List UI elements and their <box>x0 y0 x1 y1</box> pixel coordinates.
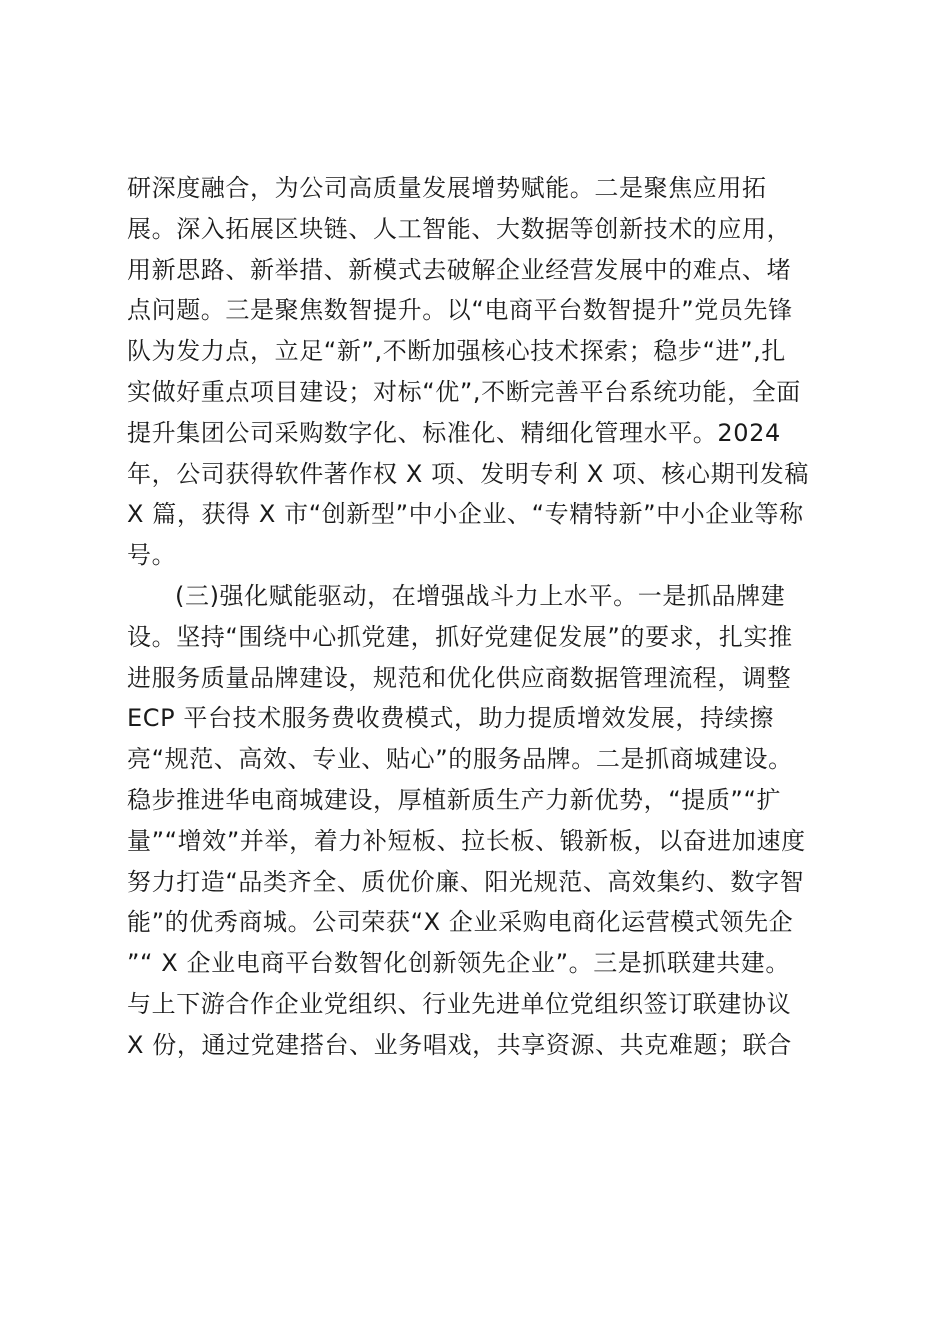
text-line: 实做好重点项目建设；对标“优”,不断完善平台系统功能，全面 <box>127 377 801 406</box>
text-line: ”“ X 企业电商平台数智化创新领先企业”。三是抓联建共建。 <box>127 949 790 978</box>
body-text <box>127 168 827 1066</box>
text-line: 亮“规范、高效、专业、贴心”的服务品牌。二是抓商城建设。 <box>127 745 793 774</box>
text-line: 年，公司获得软件著作权 X 项、发明专利 X 项、核心期刊发稿 <box>127 459 809 488</box>
text-line: 设。坚持“围绕中心抓党建，抓好党建促发展”的要求，扎实推 <box>127 622 793 651</box>
text-line: 点问题。三是聚焦数智提升。以“电商平台数智提升”党员先锋 <box>127 296 793 325</box>
text-line: X 篇，获得 X 市“创新型”中小企业、“专精特新”中小企业等称 <box>127 500 804 529</box>
text-line: 研深度融合，为公司高质量发展增势赋能。二是聚焦应用拓 <box>127 174 767 202</box>
section-heading-line: (三)强化赋能驱动，在增强战斗力上水平。一是抓品牌建 <box>175 581 786 610</box>
text-line: 队为发力点，立足“新”,不断加强核心技术探索；稳步“进”,扎 <box>127 337 786 366</box>
text-line: 展。深入拓展区块链、人工智能、大数据等创新技术的应用， <box>127 214 792 243</box>
text-line: 进服务质量品牌建设，规范和优化供应商数据管理流程，调整 <box>127 663 792 692</box>
text-line: X 份，通过党建搭台、业务唱戏，共享资源、共克难题；联合 <box>127 1030 792 1059</box>
text-line: 努力打造“品类齐全、质优价廉、阳光规范、高效集约、数字智 <box>127 867 805 896</box>
text-line: 能”的优秀商城。公司荣获“X 企业采购电商化运营模式领先企 <box>127 908 794 937</box>
text-line: 号。 <box>127 541 177 570</box>
text-line: 与上下游合作企业党组织、行业先进单位党组织签订联建协议 <box>127 989 792 1018</box>
text-line: 稳步推进华电商城建设，厚植新质生产力新优势，“提质”“扩 <box>127 785 782 814</box>
text-line: ECP 平台技术服务费收费模式，助力提质增效发展，持续擦 <box>127 704 774 733</box>
text-line: 提升集团公司采购数字化、标准化、精细化管理水平。2024 <box>127 418 781 447</box>
text-line: 量”“增效”并举，着力补短板、拉长板、锻新板，以奋进加速度 <box>127 826 806 855</box>
text-line: 用新思路、新举措、新模式去破解企业经营发展中的难点、堵 <box>127 255 792 284</box>
